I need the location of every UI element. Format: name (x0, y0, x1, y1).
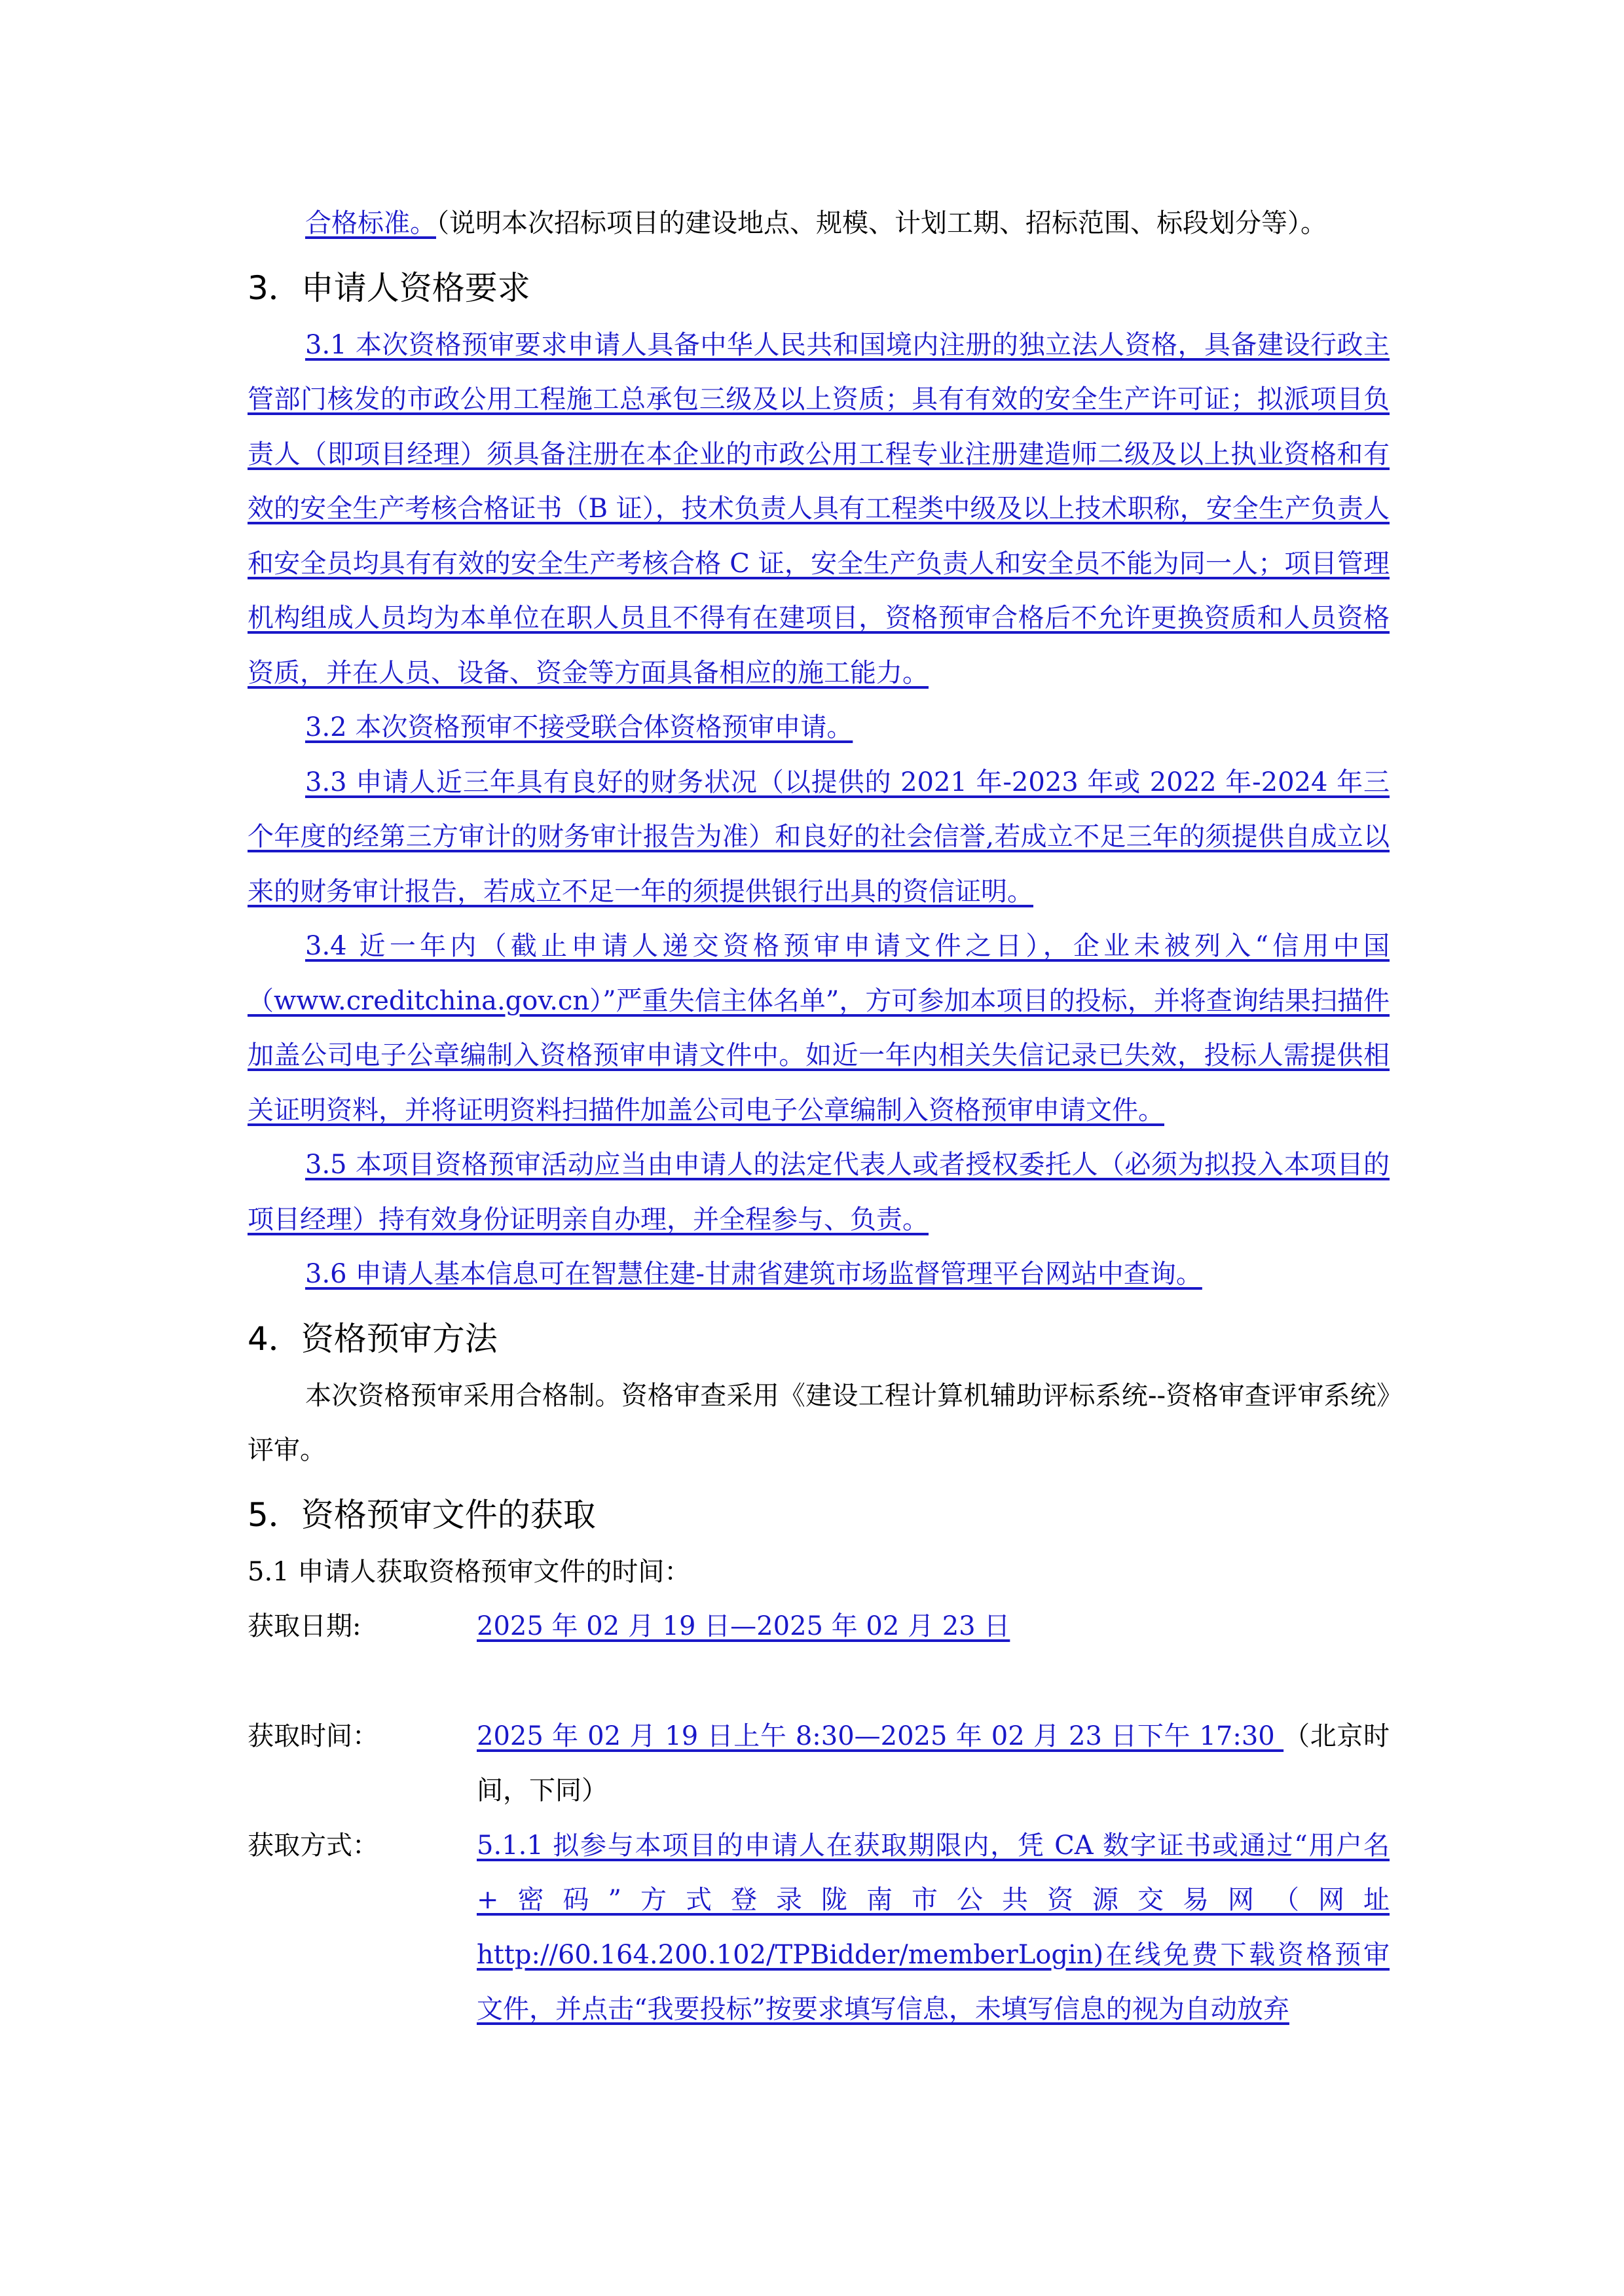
acquire-date-value: 2025 年 02 月 19 日—2025 年 02 月 23 日 (477, 1611, 1010, 1641)
intro-paragraph (248, 196, 1390, 251)
item-3-5: 3.5 本项目资格预审活动应当由申请人的法定代表人或者授权委托人（必须为拟投入本项目的项目经理）持有效身份证明亲自办理，并全程参与、负责。 (248, 1150, 1390, 1235)
section-4-body: 本次资格预审采用合格制。资格审查采用《建设工程计算机辅助评标系统--资格审查评审系统》评审。 (248, 1380, 1390, 1465)
acquire-method-label: 获取方式： (248, 1830, 378, 1861)
document-page (248, 196, 1390, 2037)
intro-rest-text: （说明本次招标项目的建设地点、规模、计划工期、招标范围、标段划分等）。 (436, 208, 1327, 238)
acquire-method-row (248, 1819, 1390, 2037)
intro-link-text: 合格标准。 (305, 208, 436, 238)
section-3-heading: 3．申请人资格要求 (248, 268, 530, 307)
item-3-6: 3.6 申请人基本信息可在智慧住建-甘肃省建筑市场监督管理平台网站中查询。 (305, 1259, 1202, 1289)
acquire-method-value: 5.1.1 拟参与本项目的申请人在获取期限内，凭 CA 数字证书或通过“用户名+密码”方式登录陇南市公共资源交易网（网址 http://60.164.200.102/TPBidder/memberLogin)在线免费下载资格预审文件，并点击“我要投标”按要求填写信息，未填写信息的视为自动放弃 (477, 1830, 1390, 2024)
acquire-time-row (248, 1709, 1390, 1819)
item-3-2: 3.2 本次资格预审不接受联合体资格预审申请。 (305, 712, 853, 742)
section-5-1-title: 5.1 申请人获取资格预审文件的时间： (248, 1556, 691, 1587)
acquire-time-value: 2025 年 02 月 19 日上午 8:30—2025 年 02 月 23 日下午 17:30 （北京时间，下同） (477, 1721, 1390, 1806)
item-3-1: 3.1 本次资格预审要求申请人具备中华人民共和国境内注册的独立法人资格，具备建设行政主管部门核发的市政公用工程施工总承包三级及以上资质；具有有效的安全生产许可证；拟派项目负责人（即项目经理）须具备注册在本企业的市政公用工程专业注册建造师二级及以上执业资格和有效的安全生产考核合格证书（B 证），技术负责人具有工程类中级及以上技术职称，安全生产负责人和安全员均具有有效的安全生产考核合格 C 证，安全生产负责人和安全员不能为同一人；项目管理机构组成人员均为本单位在职人员且不得有在建项目，资格预审合格后不允许更换资质和人员资格资质，并在人员、设备、资金等方面具备相应的施工能力。 (248, 329, 1390, 688)
acquire-time-suffix: （北京时间，下同） (477, 1721, 1390, 1806)
acquire-time-label: 获取时间： (248, 1721, 378, 1751)
section-4-heading: 4．资格预审方法 (248, 1319, 498, 1358)
acquire-date-label: 获取日期: (248, 1611, 361, 1641)
section-5-heading: 5．资格预审文件的获取 (248, 1495, 596, 1534)
item-3-4: 3.4 近一年内（截止申请人递交资格预审申请文件之日），企业未被列入“信用中国（www.creditchina.gov.cn）”严重失信主体名单”，方可参加本项目的投标，并将查询结果扫描件加盖公司电子公章编制入资格预审申请文件中。如近一年内相关失信记录已失效，投标人需提供相关证明资料，并将证明资料扫描件加盖公司电子公章编制入资格预审申请文件。 (248, 931, 1390, 1125)
item-3-3: 3.3 申请人近三年具有良好的财务状况（以提供的 2021 年-2023 年或 2022 年-2024 年三个年度的经第三方审计的财务审计报告为准）和良好的社会信誉,若成立不足三年的须提供自成立以来的财务审计报告，若成立不足一年的须提供银行出具的资信证明。 (248, 767, 1390, 907)
acquire-date-row (248, 1599, 1390, 1654)
spacer (248, 1654, 1390, 1709)
